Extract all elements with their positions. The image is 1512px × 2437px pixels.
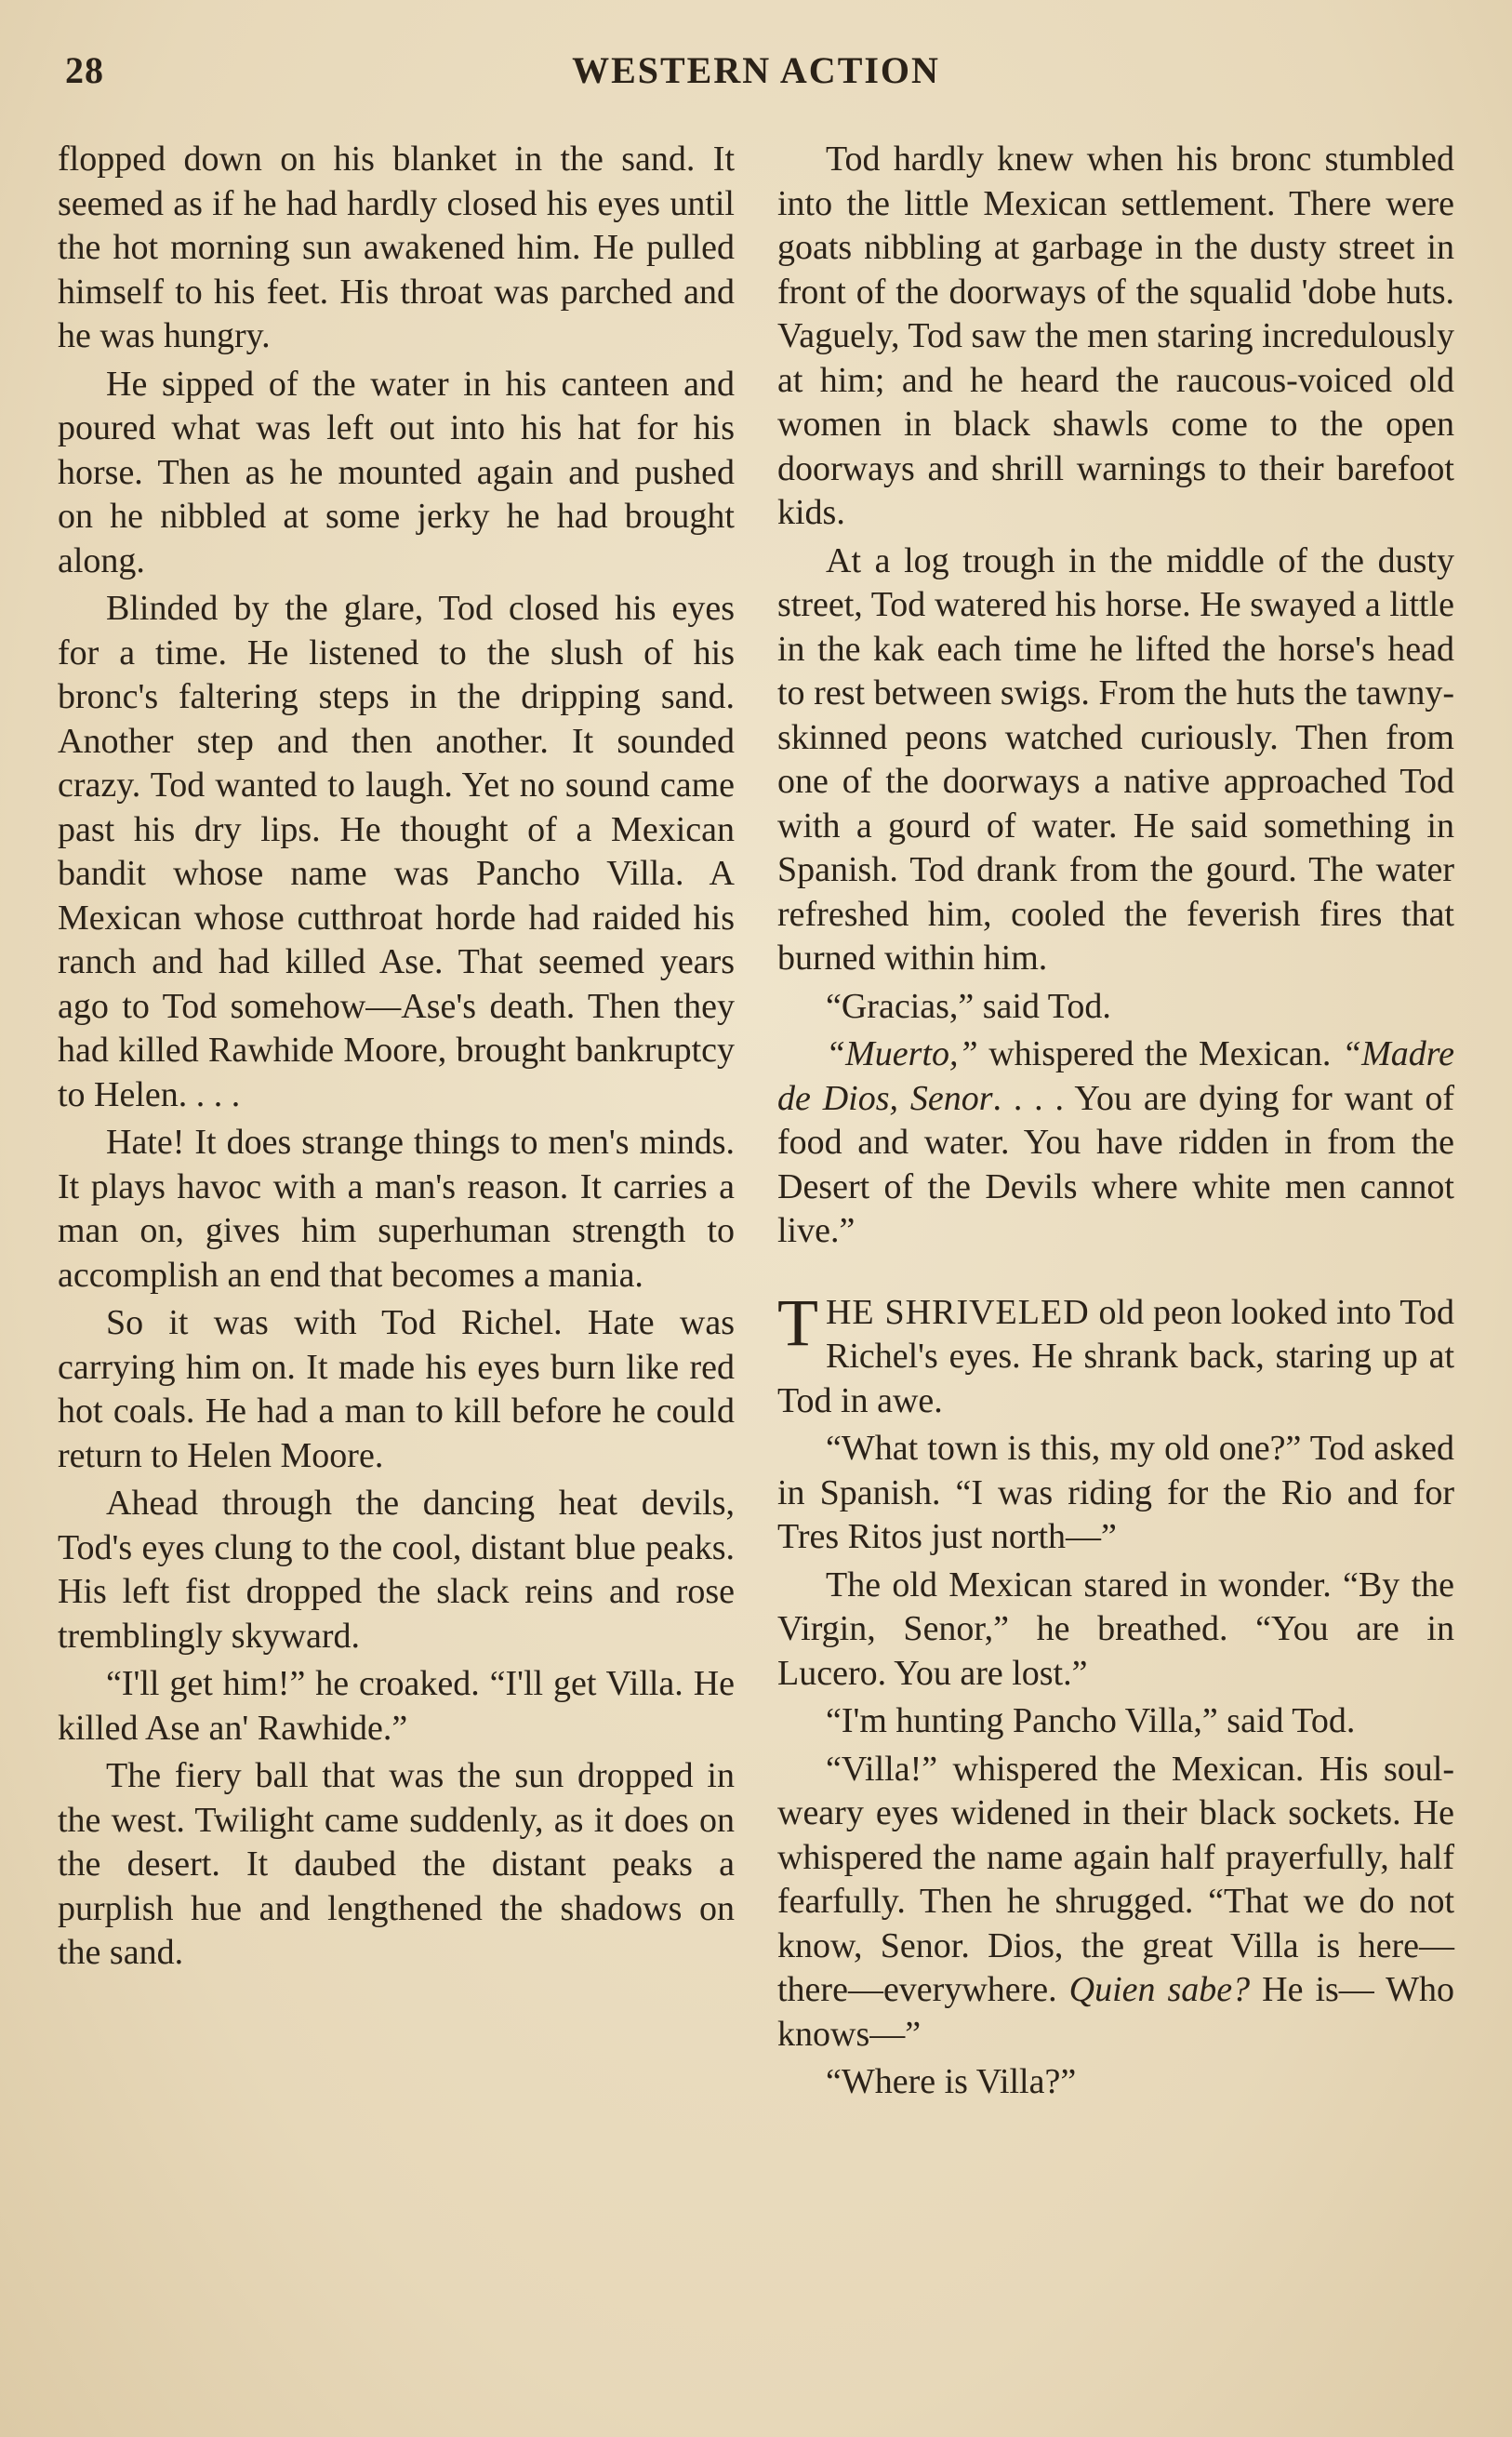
paragraph: So it was with Tod Richel. Hate was carrying him on. It made his eyes burn like red hot coals. He had a man to kill before he could return to Helen Moore. (58, 1303, 735, 1475)
paragraph-text: whispered the Mexican. (977, 1034, 1342, 1073)
paragraph-text: He is— Who knows—” (777, 1970, 1454, 2054)
paragraph: flopped down on his blanket in the sand. It seemed as if he had hardly closed his eyes until the hot morning sun awakened him. He pulled himself to his feet. His throat was parched and he was hungry. (58, 140, 735, 355)
paragraph: Tod hardly knew when his bronc stumbled into the little Mexican settlement. There were goats nibbling at garbage in the dusty street in front of the doorways of the squalid 'dobe huts. Vaguely, Tod saw the men staring incredulously at him; and he heard the raucous-voiced old women in black shawls come to the open doorways and shrill warnings to their barefoot kids. (777, 140, 1454, 532)
paragraph: “What town is this, my old one?” Tod asked in Spanish. “I was riding for the Rio and for Tres Ritos just north—” (777, 1429, 1454, 1556)
paragraph: Hate! It does strange things to men's minds. It plays havoc with a man's reason. It carries a man on, gives him superhuman strength to accomplish an end that becomes a mania. (58, 1123, 735, 1295)
running-title: WESTERN ACTION (572, 49, 940, 91)
right-column (777, 138, 1454, 2389)
page-header (56, 45, 1456, 97)
paragraph-text: . . . . You are dying for want of food and water. You have ridden in from the Desert of the Devils where white men cannot live.” (777, 1078, 1454, 1250)
paragraph: “Gracias,” said Tod. (826, 986, 1111, 1026)
paragraph: Blinded by the glare, Tod closed his eyes for a time. He listened to the slush of his bronc's faltering steps in the dripping sand. Another step and then another. It sounded crazy. Tod wanted to laugh. Yet no sound came past his dry lips. He thought of a Mexican bandit whose name was Pancho Villa. A Mexican whose cutthroat horde had raided his ranch and had killed Ase. That seemed years ago to Tod somehow—Ase's death. Then they had killed Rawhide Moore, brought bankruptcy to Helen. . . . (58, 589, 735, 1114)
lead-in-caps: HE SHRIVELED (825, 1292, 1090, 1332)
paragraph: The fiery ball that was the sun dropped in the west. Twilight came suddenly, as it does on the desert. It daubed the distant peaks a purplish hue and lengthened the shadows on the sand. (58, 1756, 735, 1972)
paragraph: Ahead through the dancing heat devils, Tod's eyes clung to the cool, distant blue peaks. His left fist dropped the slack reins and rose tremblingly skyward. (58, 1484, 735, 1656)
drop-cap: T (777, 1285, 818, 1360)
paragraph: “I'm hunting Pancho Villa,” said Tod. (826, 1701, 1356, 1740)
italic-text: “Muerto,” (826, 1034, 978, 1073)
left-column (58, 138, 735, 2389)
paragraph (777, 1748, 1454, 2057)
paragraph: At a log trough in the middle of the dusty street, Tod watered his horse. He swayed a little in the kak each time he lifted the horse's head to rest between swigs. From the huts the tawny-skinned peons watched curiously. Then from one of the doorways a native approached Tod with a gourd of water. He said something in Spanish. Tod drank from the gourd. The water refreshed him, cooled the feverish fires that burned within him. (777, 540, 1454, 978)
paragraph: The old Mexican stared in wonder. “By the Virgin, Senor,” he breathed. “You are in Lucero. You are lost.” (777, 1565, 1454, 1693)
page-number: 28 (65, 49, 104, 91)
paragraph-text: “Villa!” whispered the Mexican. His soul-weary eyes widened in their black sockets. He whispered the name again half prayerfully, half fearfully. Then he shrugged. “That we do not know, Senor. Dios, the great Villa is here—there—everywhere. (777, 1749, 1454, 2009)
italic-text: Quien sabe? (1068, 1970, 1251, 2009)
text-columns (58, 138, 1454, 2389)
italic-text: “Madre de Dios, Senor (777, 1034, 1454, 1118)
paragraph: He sipped of the water in his canteen and poured what was left out into his hat for his horse. Then as he mounted again and pushed on he nibbled at some jerky he had brought along. (58, 364, 735, 580)
section-opening-paragraph (777, 1285, 1454, 1424)
paragraph: “I'll get him!” he croaked. “I'll get Villa. He killed Ase an' Rawhide.” (58, 1664, 735, 1748)
paragraph-text: old peon looked into Tod Richel's eyes. He shrank back, staring up at Tod in awe. (777, 1292, 1454, 1420)
paragraph (777, 1032, 1454, 1254)
paragraph: “Where is Villa?” (826, 2062, 1077, 2101)
